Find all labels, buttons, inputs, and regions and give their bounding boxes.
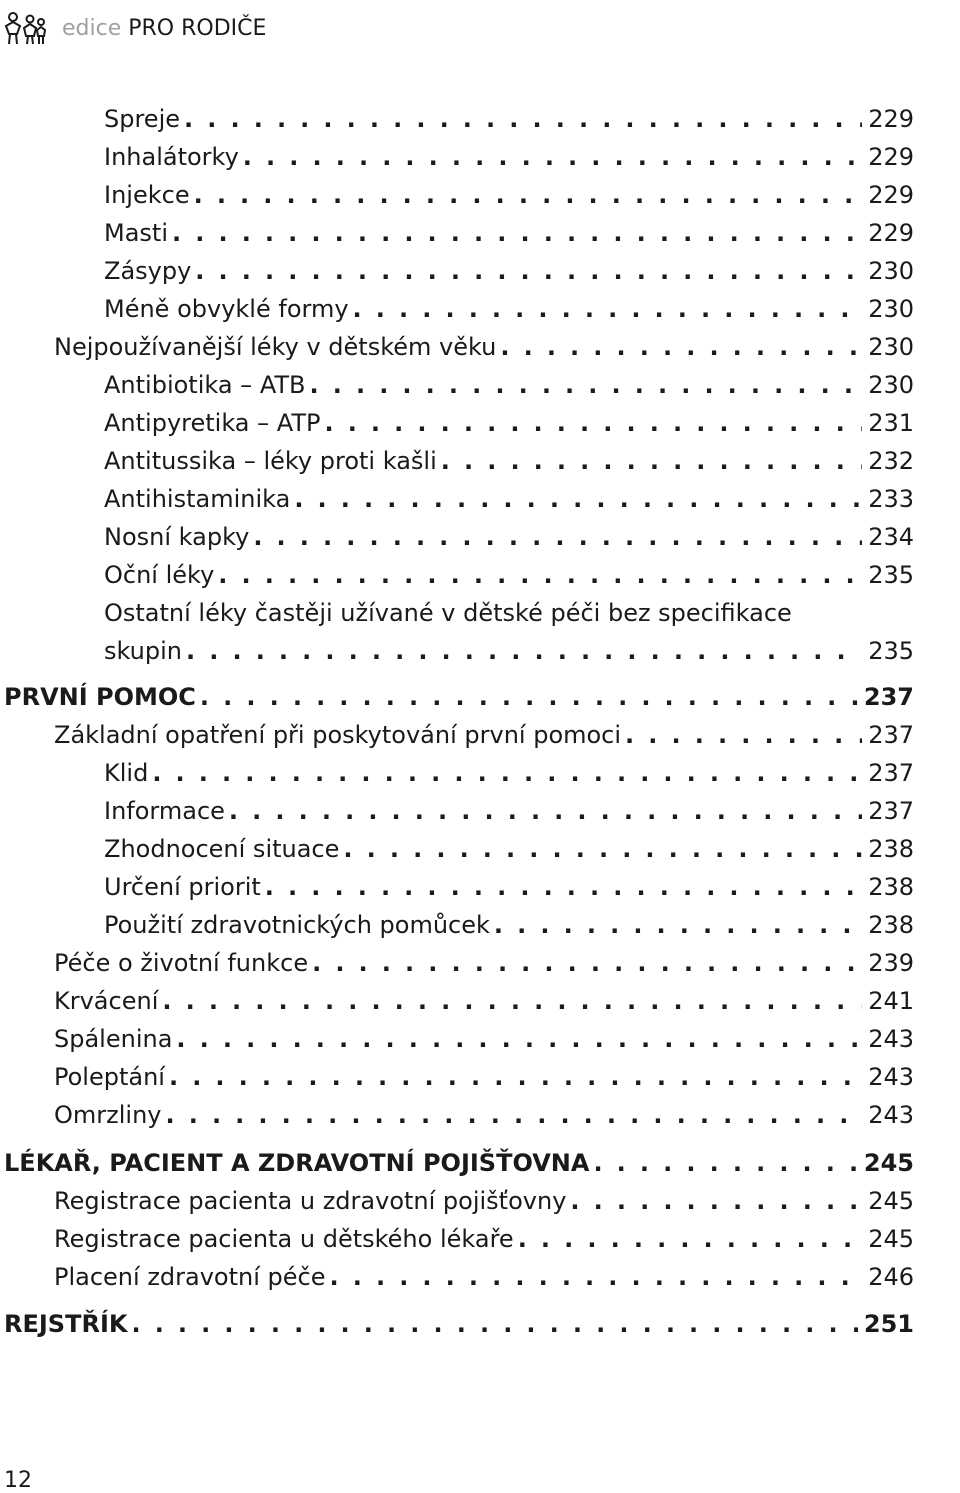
toc-dot-leader bbox=[324, 404, 862, 442]
toc-dot-leader bbox=[353, 290, 863, 328]
toc-dot-leader bbox=[294, 480, 862, 518]
toc-dot-leader bbox=[162, 982, 862, 1020]
toc-entry-title: Masti bbox=[104, 219, 168, 247]
toc-entry[interactable] bbox=[104, 176, 914, 214]
toc-entry[interactable] bbox=[104, 366, 914, 404]
toc-dot-leader bbox=[200, 678, 858, 716]
series-name: PRO RODIČE bbox=[128, 15, 267, 41]
toc-entry-title: Spreje bbox=[104, 105, 181, 133]
toc-page-number: 243 bbox=[868, 1025, 914, 1053]
toc-entry-title: REJSTŘÍK bbox=[4, 1310, 128, 1338]
toc-dot-leader bbox=[310, 366, 863, 404]
toc-dot-leader bbox=[218, 556, 862, 594]
toc-page-number: 237 bbox=[868, 721, 914, 749]
toc-entry-title: Registrace pacienta u dětského lékaře bbox=[54, 1225, 514, 1253]
toc-entry-title: Nejpoužívanější léky v dětském věku bbox=[54, 333, 497, 361]
toc-entry[interactable] bbox=[104, 480, 914, 518]
toc-entry[interactable] bbox=[104, 518, 914, 556]
toc-dot-leader bbox=[625, 716, 862, 754]
toc-entry-title: Informace bbox=[104, 797, 225, 825]
toc-entry-title: Péče o životní funkce bbox=[54, 949, 309, 977]
toc-dot-leader bbox=[165, 1096, 862, 1134]
toc-page-number: 230 bbox=[868, 333, 914, 361]
toc-dot-leader bbox=[186, 632, 862, 670]
toc-entry[interactable] bbox=[54, 1096, 914, 1134]
toc-page-number: 237 bbox=[868, 797, 914, 825]
toc-page-number: 238 bbox=[868, 873, 914, 901]
toc-entry-title: Injekce bbox=[104, 181, 190, 209]
toc-entry-title: Inhalátorky bbox=[104, 143, 239, 171]
toc-page-number: 229 bbox=[868, 105, 914, 133]
family-logo-icon bbox=[4, 10, 46, 46]
toc-entry[interactable] bbox=[54, 944, 914, 982]
toc-entry-title: Zhodnocení situace bbox=[104, 835, 340, 863]
toc-page-number: 229 bbox=[868, 219, 914, 247]
toc-entry[interactable] bbox=[104, 906, 914, 944]
toc-page-number: 238 bbox=[868, 911, 914, 939]
toc-page-number: 229 bbox=[868, 181, 914, 209]
toc-page-number: 245 bbox=[863, 1149, 914, 1177]
toc-entry-title: Poleptání bbox=[54, 1063, 165, 1091]
toc-entry-title: Ostatní léky častěji užívané v dětské péči bez specifikace bbox=[104, 599, 792, 627]
toc-dot-leader bbox=[500, 328, 862, 366]
toc-page-number: 230 bbox=[868, 371, 914, 399]
toc-entry-title: Použití zdravotnických pomůcek bbox=[104, 911, 490, 939]
toc-entry-title: Krvácení bbox=[54, 987, 159, 1015]
toc-entry-title: Oční léky bbox=[104, 561, 215, 589]
toc-dot-leader bbox=[172, 214, 862, 252]
series-prefix: edice bbox=[62, 15, 122, 41]
toc-page-number: 229 bbox=[868, 143, 914, 171]
toc-entry[interactable] bbox=[54, 1020, 914, 1058]
toc-page-number: 245 bbox=[868, 1187, 914, 1215]
toc-entry[interactable] bbox=[104, 290, 914, 328]
toc-page-number: 239 bbox=[868, 949, 914, 977]
toc-dot-leader bbox=[243, 138, 862, 176]
toc-entry[interactable] bbox=[104, 830, 914, 868]
toc-page-number: 246 bbox=[868, 1263, 914, 1291]
toc-entry[interactable] bbox=[54, 716, 914, 754]
toc-entry[interactable] bbox=[104, 404, 914, 442]
toc-dot-leader bbox=[184, 100, 862, 138]
toc-entry-title: Antibiotika – ATB bbox=[104, 371, 306, 399]
toc-entry-title: Zásypy bbox=[104, 257, 192, 285]
toc-dot-leader bbox=[152, 754, 862, 792]
toc-dot-leader bbox=[131, 1305, 857, 1343]
toc-entry[interactable] bbox=[54, 1182, 914, 1220]
toc-entry[interactable] bbox=[104, 868, 914, 906]
toc-dot-leader bbox=[169, 1058, 862, 1096]
toc-entry-title-continued: skupin bbox=[104, 637, 182, 665]
toc-entry[interactable] bbox=[104, 138, 914, 176]
header bbox=[4, 8, 266, 48]
toc-page-number: 234 bbox=[868, 523, 914, 551]
toc-entry-line bbox=[104, 594, 914, 632]
toc-entry[interactable] bbox=[54, 1058, 914, 1096]
toc-dot-leader bbox=[518, 1220, 863, 1258]
toc-dot-leader bbox=[343, 830, 862, 868]
toc-page-number: 235 bbox=[868, 561, 914, 589]
toc-dot-leader bbox=[194, 176, 863, 214]
toc-entry[interactable] bbox=[54, 982, 914, 1020]
toc-entry[interactable] bbox=[104, 792, 914, 830]
toc-page-number: 243 bbox=[868, 1101, 914, 1129]
toc-entry[interactable] bbox=[104, 442, 914, 480]
toc-page-number: 245 bbox=[868, 1225, 914, 1253]
toc-entry-title: Antihistaminika bbox=[104, 485, 291, 513]
toc-entry-title: PRVNÍ POMOC bbox=[4, 683, 196, 711]
toc-dot-leader bbox=[253, 518, 862, 556]
toc-page-number: 238 bbox=[868, 835, 914, 863]
toc-dot-leader bbox=[330, 1258, 863, 1296]
toc-chapter[interactable] bbox=[4, 678, 914, 716]
toc-dot-leader bbox=[229, 792, 862, 830]
toc-entry[interactable] bbox=[104, 556, 914, 594]
toc-page-number: 237 bbox=[868, 759, 914, 787]
toc-page-number: 237 bbox=[863, 683, 914, 711]
toc-page-number: 235 bbox=[868, 637, 914, 665]
toc-entry-title: Placení zdravotní péče bbox=[54, 1263, 326, 1291]
toc-dot-leader bbox=[312, 944, 862, 982]
toc-entry-title: Antipyretika – ATP bbox=[104, 409, 321, 437]
toc-dot-leader bbox=[441, 442, 862, 480]
toc-entry-title: Registrace pacienta u zdravotní pojišťovny bbox=[54, 1187, 567, 1215]
toc-chapter[interactable] bbox=[4, 1144, 914, 1182]
toc-entry[interactable] bbox=[104, 214, 914, 252]
toc-dot-leader bbox=[593, 1144, 857, 1182]
toc-entry-title: Klid bbox=[104, 759, 149, 787]
series-title bbox=[62, 16, 266, 41]
toc-entry-title: Základní opatření při poskytování první pomoci bbox=[54, 721, 622, 749]
toc-entry[interactable] bbox=[104, 754, 914, 792]
toc-entry-title: Antitussika – léky proti kašli bbox=[104, 447, 437, 475]
toc-entry-title: Méně obvyklé formy bbox=[104, 295, 349, 323]
toc-dot-leader bbox=[265, 868, 862, 906]
toc-entry[interactable] bbox=[54, 1220, 914, 1258]
toc-entry[interactable] bbox=[104, 632, 914, 670]
toc-page-number: 241 bbox=[868, 987, 914, 1015]
toc-entry[interactable] bbox=[54, 1258, 914, 1296]
toc-entry[interactable] bbox=[104, 252, 914, 290]
toc-dot-leader bbox=[176, 1020, 862, 1058]
toc-entry-title: Omrzliny bbox=[54, 1101, 162, 1129]
toc-page-number: 230 bbox=[868, 295, 914, 323]
toc-dot-leader bbox=[195, 252, 862, 290]
toc-chapter[interactable] bbox=[4, 1305, 914, 1343]
toc-entry[interactable] bbox=[54, 328, 914, 366]
toc-entry-title: Spálenina bbox=[54, 1025, 173, 1053]
toc-dot-leader bbox=[570, 1182, 862, 1220]
toc-page-number: 233 bbox=[868, 485, 914, 513]
toc-entry[interactable] bbox=[104, 100, 914, 138]
toc-dot-leader bbox=[494, 906, 862, 944]
toc-page-number: 230 bbox=[868, 257, 914, 285]
toc-entry-title: Určení priorit bbox=[104, 873, 261, 901]
toc-entry-title: Nosní kapky bbox=[104, 523, 250, 551]
toc-page-number: 231 bbox=[868, 409, 914, 437]
toc-page-number: 251 bbox=[863, 1310, 914, 1338]
toc-page-number: 232 bbox=[868, 447, 914, 475]
toc-entry-title: LÉKAŘ, PACIENT A ZDRAVOTNÍ POJIŠŤOVNA bbox=[4, 1149, 590, 1177]
page-number: 12 bbox=[4, 1468, 32, 1493]
toc-page-number: 243 bbox=[868, 1063, 914, 1091]
